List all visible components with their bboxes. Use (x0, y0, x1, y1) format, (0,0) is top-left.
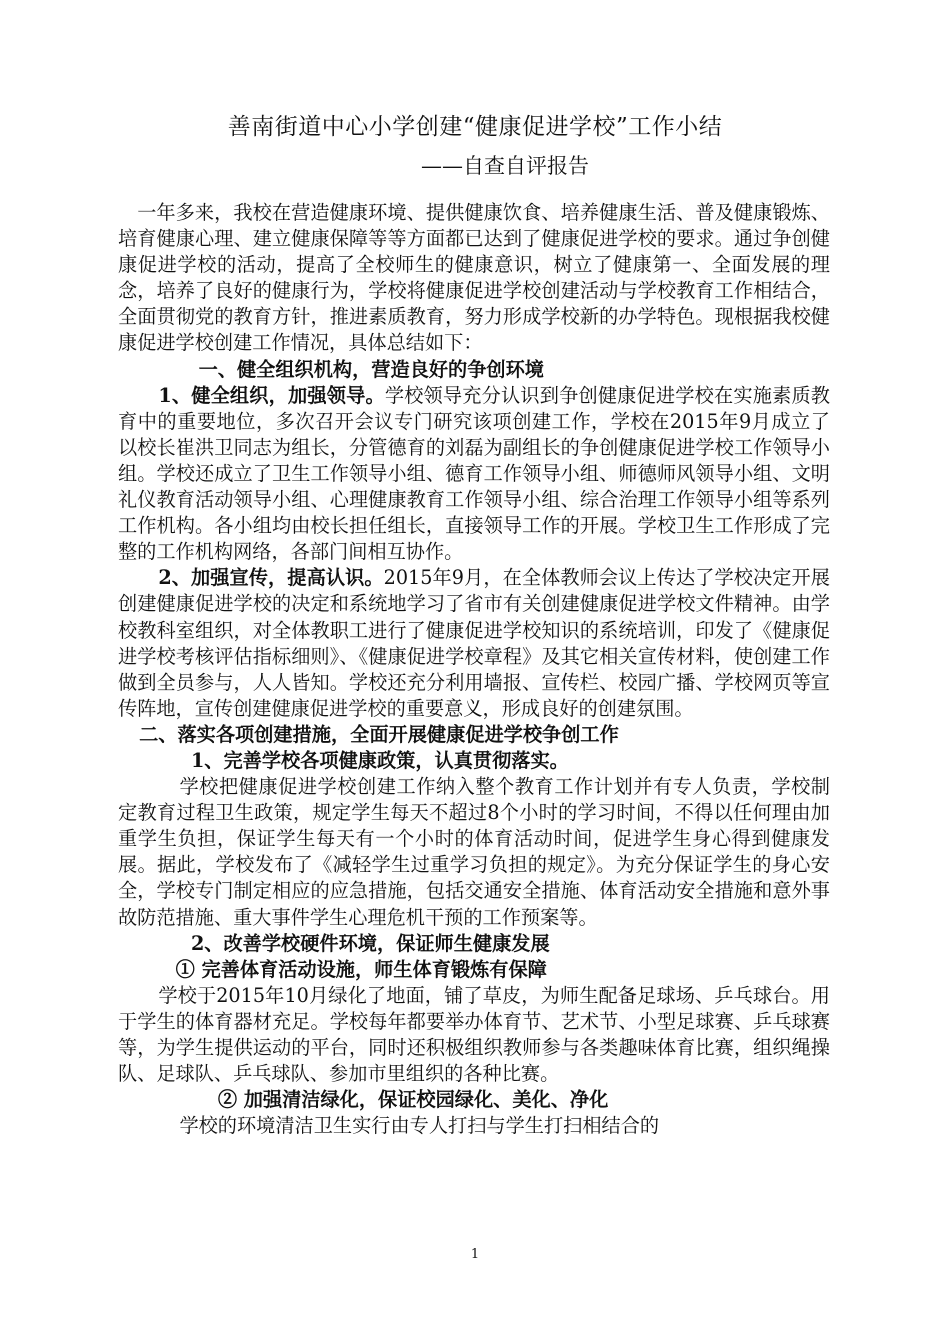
section-2-sub-2b-heading: ② 加强清洁绿化，保证校园绿化、美化、净化 (217, 1088, 609, 1112)
section-2-heading: 二、落实各项创建措施，全面开展健康促进学校争创工作 (139, 722, 619, 746)
section-2-sub-2a-text: 学校于2015年10月绿化了地面，铺了草皮，为师生配备足球场、乒乓球台。用于学生的体育器材充足。学校每年都要举办体育节、艺术节、小型足球赛、乒乓球赛等，为学生提供运动的平台，同时还积极组织教师参与各类趣味体育比赛，组织绳操队、足球队、乒乓球队、参加市里组织的各种比赛。 (118, 983, 830, 1086)
section-1-item-2 (118, 565, 830, 722)
item-2-title: 2、加强宣传，提高认识。 (158, 566, 384, 590)
section-2-sub-1-heading: 1、完善学校各项健康政策，认真贯彻落实。 (190, 748, 569, 772)
section-2-sub-2a-heading: ① 完善体育活动设施，师生体育锻炼有保障 (175, 957, 547, 981)
item-1-text: 学校领导充分认识到争创健康促进学校在实施素质教育中的重要地位，多次召开会议专门研究该项创建工作，学校在2015年9月成立了以校长崔洪卫同志为组长，分管德育的刘磊为副组长的争创健康促进学校工作领导小组。学校还成立了卫生工作领导小组、德育工作领导小组、师德师风领导小组、文明礼仪教育活动领导小组、心理健康教育工作领导小组、综合治理工作领导小组等系列工作机构。各小组均由校长担任组长，直接领导工作的开展。学校卫生工作形成了完整的工作机构网络，各部门间相互协作。 (118, 383, 830, 564)
document-title: 善南街道中心小学创建“健康促进学校”工作小结 (227, 114, 723, 140)
item-2-text: 2015年9月，在全体教师会议上传达了学校决定开展创建健康促进学校的决定和系统地学习了省市有关创建健康促进学校文件精神。由学校教科室组织，对全体教职工进行了健康促进学校知识的系统培训，印发了《健康促进学校考核评估指标细则》、《健康促进学校章程》及其它相关宣传材料，使创建工作做到全员参与，人人皆知。学校还充分利用墙报、宣传栏、校园广播、学校网页等宣传阵地，宣传创建健康促进学校的重要意义，形成良好的创建氛围。 (118, 566, 830, 720)
section-1-item-1 (118, 383, 830, 566)
section-2-sub-2b-text: 学校的环境清洁卫生实行由专人打扫与学生打扫相结合的 (179, 1114, 660, 1138)
document-subtitle: ——自查自评报告 (421, 154, 589, 178)
item-1-title: 1、健全组织，加强领导。 (158, 383, 385, 407)
section-2-sub-1-text: 学校把健康促进学校创建工作纳入整个教育工作计划并有专人负责，学校制定教育过程卫生政策，规定学生每天不超过8个小时的学习时间，不得以任何理由加重学生负担，保证学生每天有一个小时的体育活动时间，促进学生身心得到健康发展。据此，学校发布了《减轻学生过重学习负担的规定》。为充分保证学生的身心安全，学校专门制定相应的应急措施，包括交通安全措施、体育活动安全措施和意外事故防范措施、重大事件学生心理危机干预的工作预案等。 (118, 775, 830, 929)
section-1-heading: 一、健全组织机构，营造良好的争创环境 (198, 357, 544, 381)
page-number: 1 (470, 1247, 480, 1262)
intro-paragraph: 一年多来，我校在营造健康环境、提供健康饮食、培养健康生活、普及健康锻炼、培育健康心理、建立健康保障等等方面都已达到了健康促进学校的要求。通过争创健康促进学校的活动，提高了全校师生的健康意识，树立了健康第一、全面发展的理念，培养了良好的健康行为，学校将健康促进学校创建活动与学校教育工作相结合，全面贯彻党的教育方针，推进素质教育，努力形成学校新的办学特色。现根据我校健康促进学校创建工作情况，具体总结如下： (118, 201, 830, 355)
document-body (118, 200, 830, 1139)
section-2-sub-2-heading: 2、改善学校硬件环境，保证师生健康发展 (190, 931, 550, 955)
